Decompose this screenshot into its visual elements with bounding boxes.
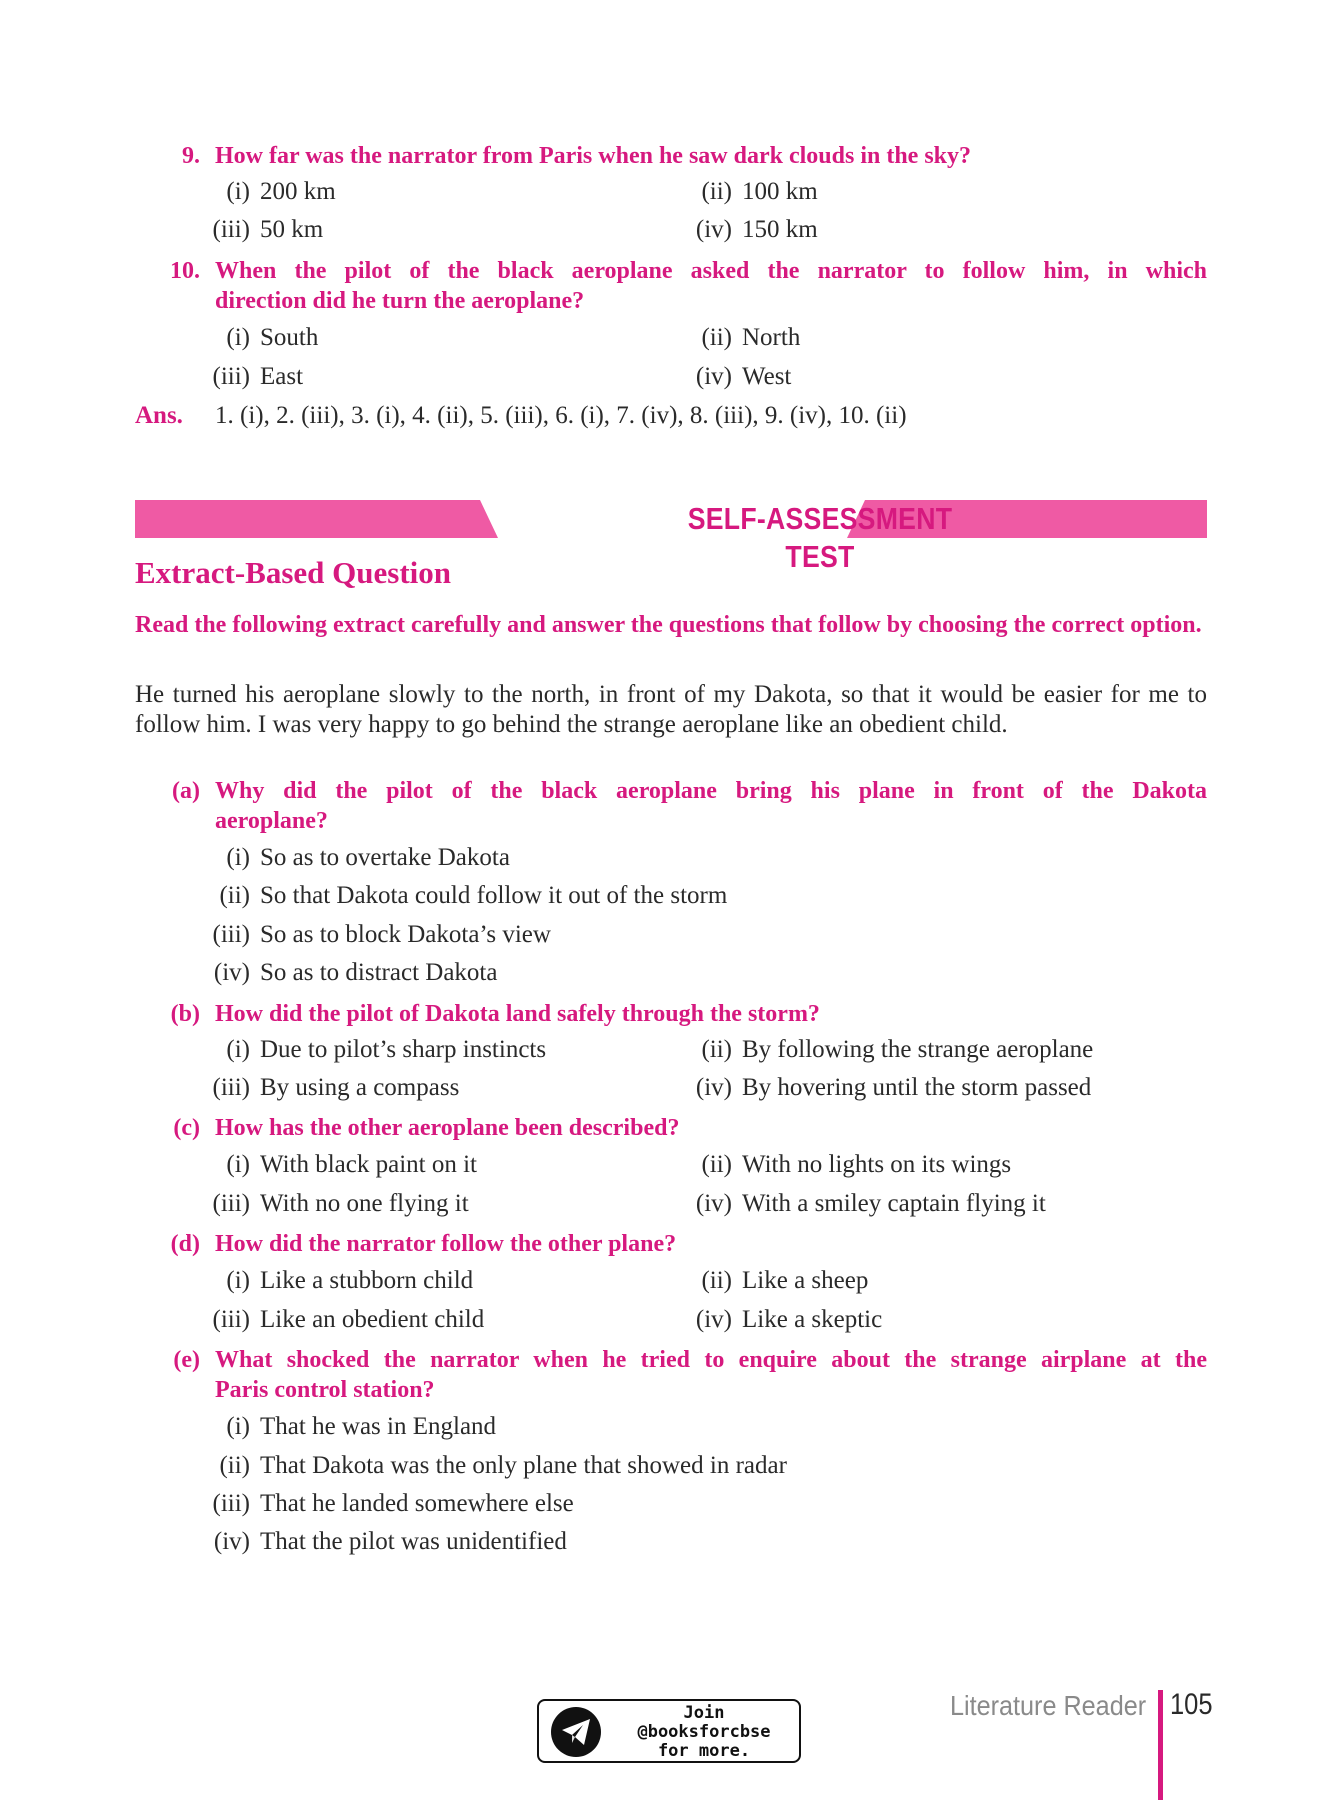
- question-d: [135, 1229, 1207, 1259]
- option-text: That he landed somewhere else: [260, 1490, 574, 1517]
- question-b: [135, 999, 1207, 1029]
- option-text: Like a sheep: [742, 1267, 869, 1294]
- question-10: [135, 256, 1207, 316]
- question-c: [135, 1113, 1207, 1143]
- option-roman: (iii): [212, 363, 250, 390]
- option-roman: (iii): [212, 216, 250, 243]
- option-roman: (ii): [701, 178, 732, 205]
- question-text: How did the pilot of Dakota land safely through the storm?: [215, 1001, 820, 1027]
- option: [198, 1451, 787, 1481]
- option-roman: (i): [226, 324, 250, 351]
- option: [198, 1527, 567, 1557]
- question-text: [215, 776, 1207, 836]
- option-text: So as to block Dakota’s view: [260, 921, 551, 948]
- option-roman: (iv): [213, 959, 250, 986]
- question-label: (d): [170, 1231, 200, 1257]
- option-roman: (iii): [212, 1490, 250, 1517]
- question-line-2: Paris control station?: [215, 1377, 435, 1403]
- option-roman: (iv): [695, 216, 732, 243]
- question-line-2: aeroplane?: [215, 808, 328, 834]
- question-text: [215, 256, 1207, 316]
- option: [198, 1035, 546, 1065]
- question-line-1: When the pilot of the black aeroplane asked the narrator to follow him, in which: [215, 258, 1207, 284]
- option-text: Due to pilot’s sharp instincts: [260, 1036, 547, 1063]
- option-roman: (i): [226, 1036, 250, 1063]
- question-9: [135, 141, 1207, 171]
- option: [198, 920, 551, 950]
- option-roman: (iv): [695, 1306, 732, 1333]
- join-line-3: for more.: [657, 1741, 751, 1761]
- question-text: [215, 1345, 1207, 1405]
- option: [680, 1150, 1011, 1180]
- option: [680, 1266, 868, 1296]
- option-roman: (iii): [212, 1190, 250, 1217]
- option: [680, 323, 800, 353]
- option-roman: (ii): [701, 324, 732, 351]
- page-number: 105: [1170, 1688, 1213, 1721]
- option: [198, 1150, 477, 1180]
- telegram-icon: [551, 1707, 601, 1757]
- option-text: With a smiley captain flying it: [742, 1190, 1046, 1217]
- option-roman: (iii): [212, 1306, 250, 1333]
- instruction-text: Read the following extract carefully and answer the questions that follow by choosing the correct option.: [135, 612, 1202, 638]
- option: [198, 1189, 469, 1219]
- option-text: That he was in England: [260, 1413, 497, 1440]
- option-text: By using a compass: [260, 1074, 460, 1101]
- option: [680, 1073, 1091, 1103]
- option-text: That the pilot was unidentified: [260, 1528, 567, 1555]
- option-roman: (ii): [701, 1151, 732, 1178]
- extract-passage: He turned his aeroplane slowly to the north, in front of my Dakota, so that it would be easier for me to follow him. I was very happy to go behind the strange aeroplane like an obedient child.: [135, 681, 1207, 738]
- option-roman: (iv): [213, 1528, 250, 1555]
- option-roman: (i): [226, 178, 250, 205]
- option-text: East: [260, 363, 304, 390]
- question-line-1: What shocked the narrator when he tried to enquire about the strange airplane at the: [215, 1347, 1207, 1373]
- option-text: 150 km: [742, 216, 818, 243]
- option: [198, 881, 727, 911]
- option-roman: (i): [226, 844, 250, 871]
- option-roman: (i): [226, 1267, 250, 1294]
- question-number: 9.: [182, 143, 200, 169]
- option-text: So that Dakota could follow it out of the storm: [260, 882, 728, 909]
- option-text: 100 km: [742, 178, 818, 205]
- answer-key: [135, 401, 907, 431]
- question-label: (b): [170, 1001, 200, 1027]
- option-text: West: [742, 363, 792, 390]
- join-line-1: Join: [683, 1703, 725, 1723]
- option: [198, 1266, 473, 1296]
- option-text: By following the strange aeroplane: [742, 1036, 1094, 1063]
- option-roman: (iii): [212, 921, 250, 948]
- option-text: South: [260, 324, 319, 351]
- option: [680, 1035, 1093, 1065]
- option-roman: (iv): [695, 1074, 732, 1101]
- banner-title: SELF-ASSESSMENT TEST: [687, 501, 953, 574]
- option-roman: (i): [226, 1413, 250, 1440]
- option: [198, 1305, 484, 1335]
- option-text: Like a stubborn child: [260, 1267, 474, 1294]
- question-label: (a): [172, 778, 200, 804]
- option: [680, 1189, 1046, 1219]
- join-text: [609, 1704, 799, 1761]
- page-number-bar: [1158, 1690, 1163, 1800]
- option-roman: (ii): [219, 882, 250, 909]
- question-text: How did the narrator follow the other plane?: [215, 1231, 677, 1257]
- book-name: Literature Reader: [950, 1690, 1147, 1721]
- question-a: [135, 776, 1207, 836]
- option-text: North: [742, 324, 801, 351]
- option: [198, 323, 318, 353]
- option-roman: (ii): [701, 1036, 732, 1063]
- option: [198, 958, 497, 988]
- option-text: So as to overtake Dakota: [260, 844, 510, 871]
- question-line-2: direction did he turn the aeroplane?: [215, 288, 585, 314]
- paper-plane-icon: [561, 1718, 591, 1746]
- option: [198, 177, 336, 207]
- telegram-join-badge[interactable]: [537, 1699, 801, 1763]
- option: [198, 1412, 496, 1442]
- option: [680, 215, 818, 245]
- question-number: 10.: [170, 258, 200, 284]
- question-label: (c): [173, 1115, 200, 1141]
- option-text: Like an obedient child: [260, 1306, 485, 1333]
- option: [198, 215, 323, 245]
- question-e: [135, 1345, 1207, 1405]
- option: [680, 1305, 882, 1335]
- option: [198, 843, 510, 873]
- option-roman: (ii): [701, 1267, 732, 1294]
- option-text: 50 km: [260, 216, 324, 243]
- option-roman: (iv): [695, 363, 732, 390]
- question-text: How has the other aeroplane been described?: [215, 1115, 680, 1141]
- option-text: So as to distract Dakota: [260, 959, 498, 986]
- option: [680, 362, 791, 392]
- option-text: By hovering until the storm passed: [742, 1074, 1092, 1101]
- option: [198, 1489, 574, 1519]
- option: [680, 177, 818, 207]
- question-label: (e): [173, 1347, 200, 1373]
- option-text: Like a skeptic: [742, 1306, 883, 1333]
- option-roman: (iv): [695, 1190, 732, 1217]
- section-heading: Extract-Based Question: [135, 555, 452, 590]
- option-roman: (iii): [212, 1074, 250, 1101]
- option-roman: (i): [226, 1151, 250, 1178]
- question-text: How far was the narrator from Paris when he saw dark clouds in the sky?: [215, 143, 972, 169]
- option-text: With no one flying it: [260, 1190, 469, 1217]
- question-line-1: Why did the pilot of the black aeroplane bring his plane in front of the Dakota: [215, 778, 1207, 804]
- option-text: 200 km: [260, 178, 336, 205]
- answer-label: Ans.: [135, 402, 183, 429]
- option: [198, 362, 303, 392]
- option-roman: (ii): [219, 1452, 250, 1479]
- option-text: With black paint on it: [260, 1151, 478, 1178]
- join-line-2: @booksforcbse: [637, 1722, 771, 1742]
- option: [198, 1073, 459, 1103]
- option-text: With no lights on its wings: [742, 1151, 1012, 1178]
- answer-text: 1. (i), 2. (iii), 3. (i), 4. (ii), 5. (iii), 6. (i), 7. (iv), 8. (iii), 9. (iv), 10. (ii): [215, 402, 907, 429]
- option-text: That Dakota was the only plane that showed in radar: [260, 1452, 787, 1479]
